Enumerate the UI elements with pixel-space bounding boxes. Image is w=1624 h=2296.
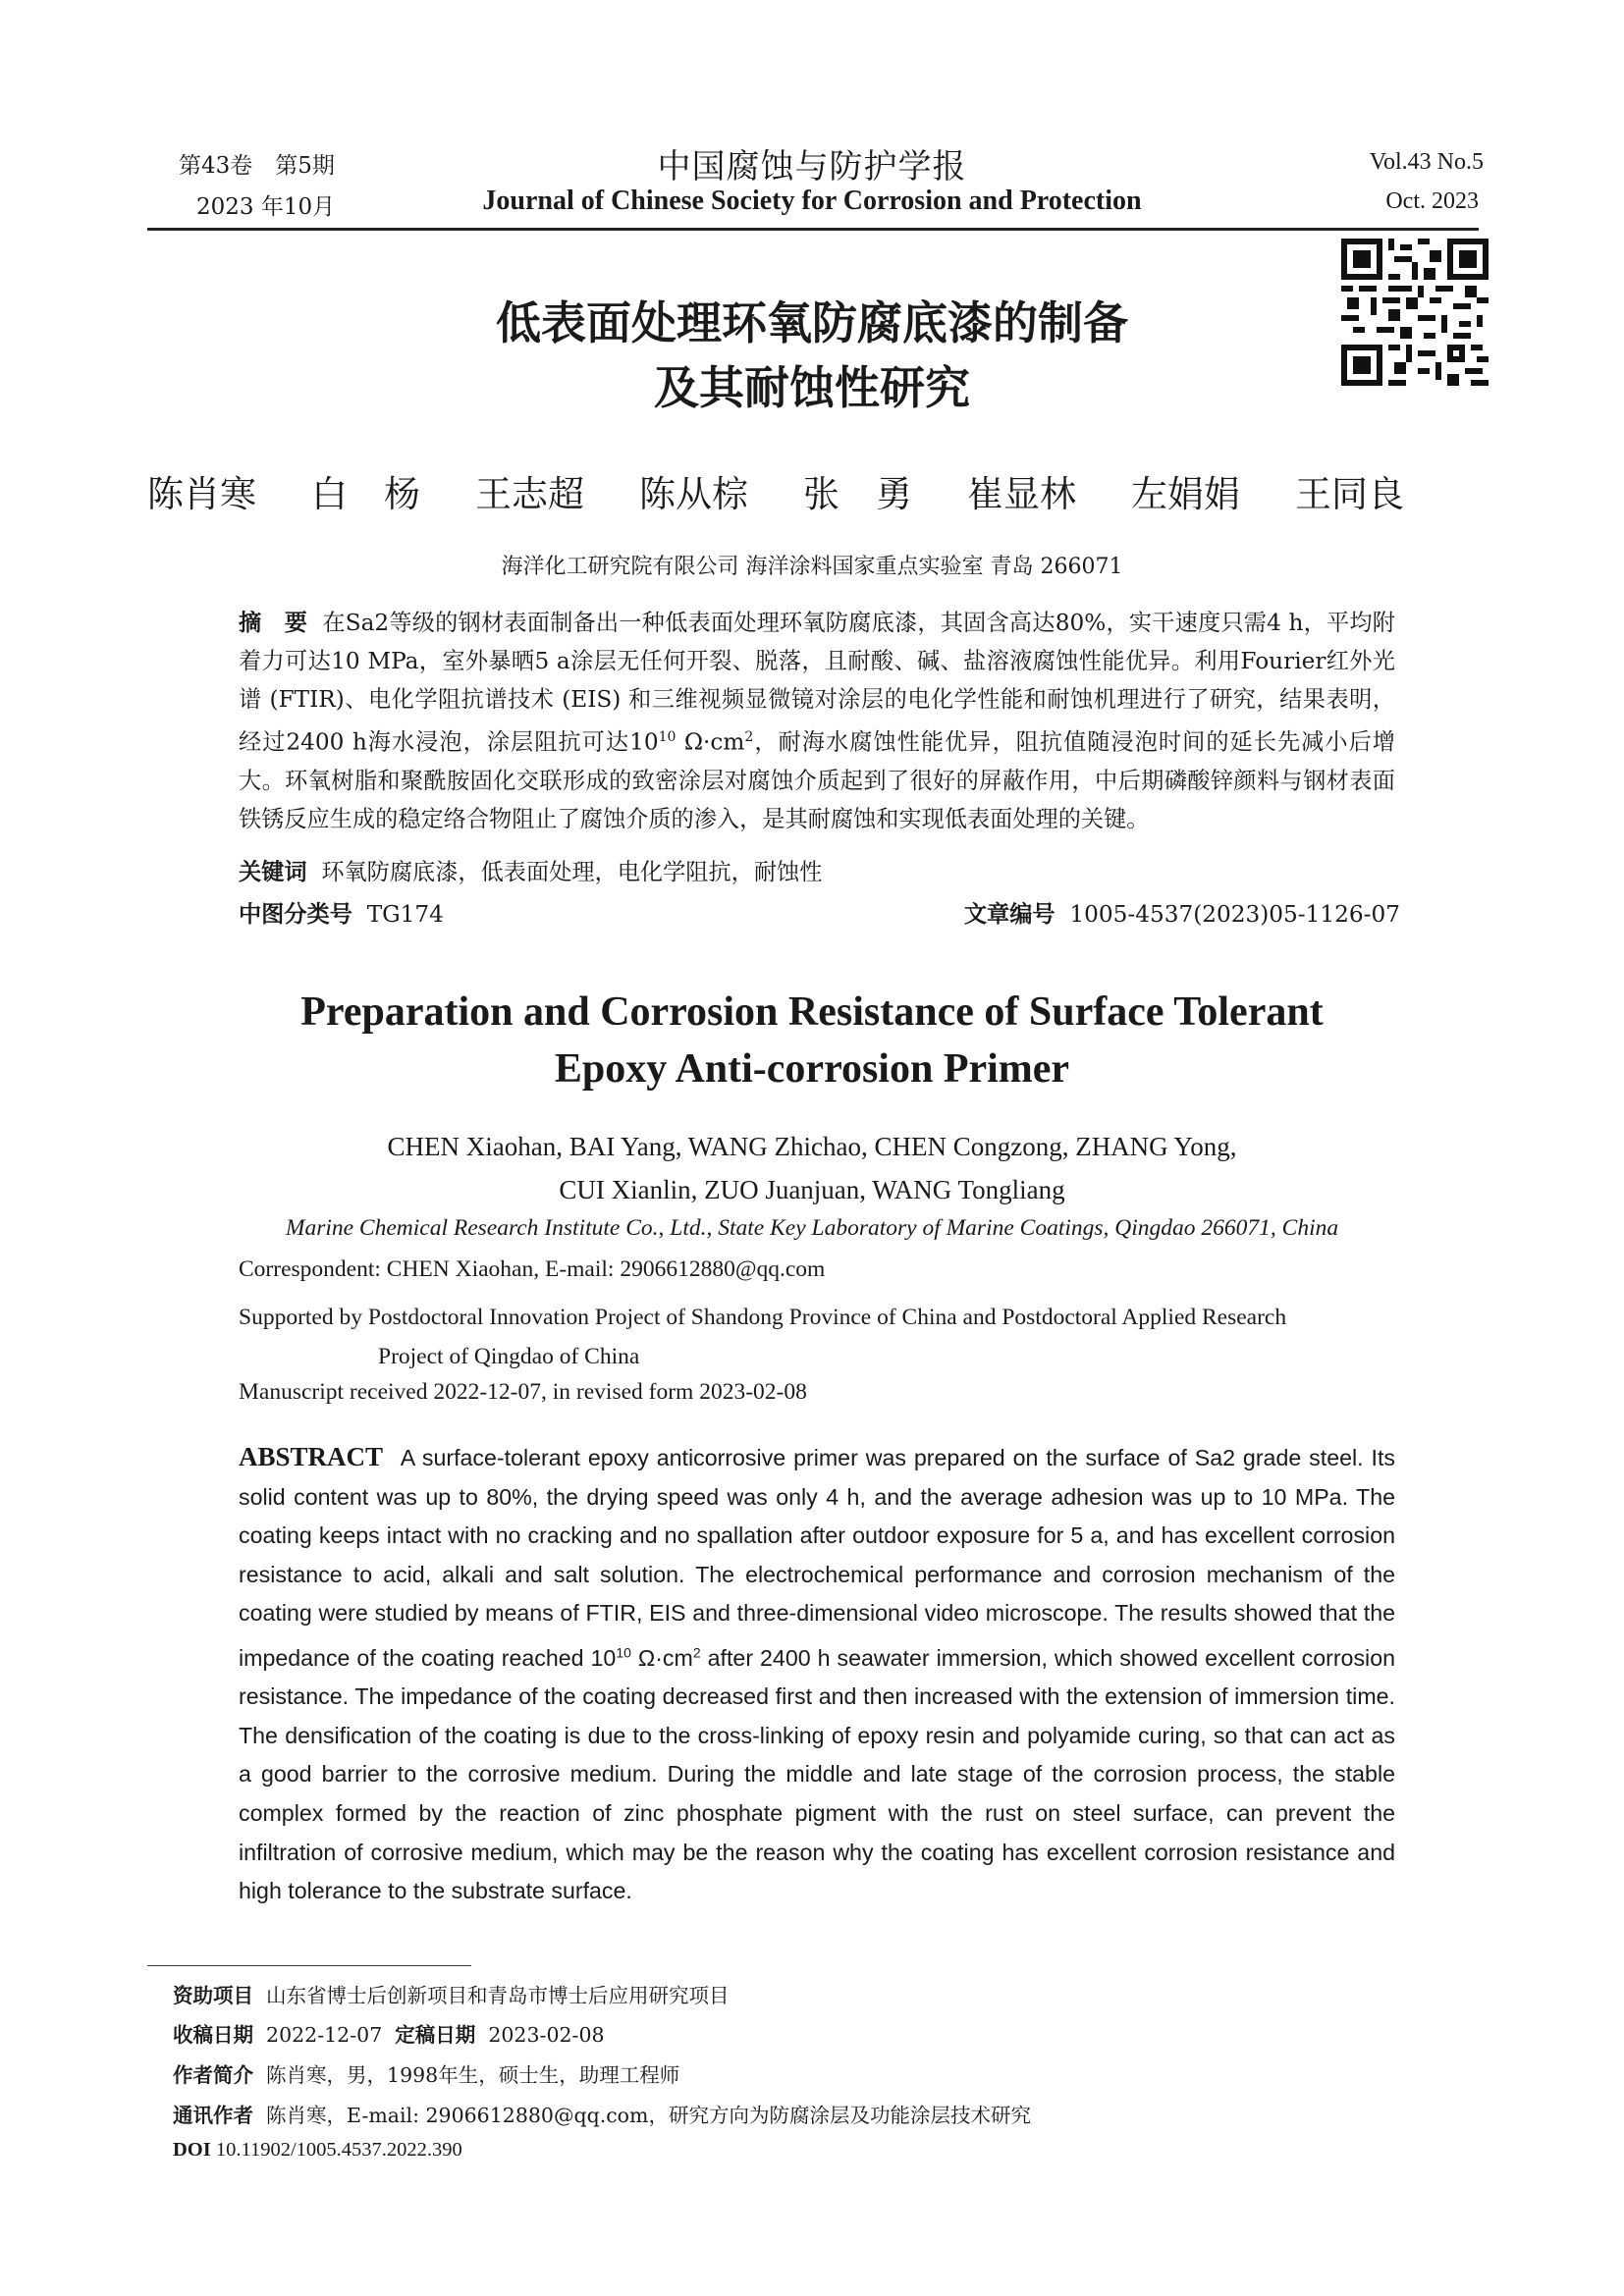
title-cn-line2: 及其耐蚀性研究: [654, 361, 970, 414]
author-cn: 陈肖寒: [147, 473, 256, 515]
support-en-line1: Supported by Postdoctoral Innovation Project of Shandong Province of China and Postdoctoral Applied Research: [239, 1305, 1287, 1330]
exponent: 2: [692, 1643, 701, 1660]
authors-en: [147, 1125, 1477, 1211]
exponent: 10: [658, 729, 677, 745]
footnote-rule: [147, 1965, 471, 1966]
author-cn: 左娟娟: [1131, 473, 1240, 515]
doi-label: DOI: [173, 2139, 211, 2161]
author-cn: 王同良: [1295, 473, 1404, 515]
abstract-en-text: A surface-tolerant epoxy anticorrosive primer was prepared on the surface of Sa2 grade steel. Its solid content was up to 80%, the drying speed was only 4 h, and the average adhesion was up to 10 MPa. The coating keeps intact with no cracking and no spallation after outdoor exposure for 5 a, and has excellent corrosion resistance to acid, alkali and salt solution. The electrochemical performance and corrosion mechanism of the coating were studied by means of FTIR, EIS and three-dimensional video microscope. The results showed that the impedance of the coating reached 10: [239, 1445, 1395, 1671]
support-en: [239, 1298, 1395, 1376]
footnote-funding: [173, 1979, 730, 2008]
clc-label: 中图分类号: [239, 901, 352, 928]
abstract-cn-text-end: ，耐海水腐蚀性能优异，阻抗值随浸泡时间的延长先减小后增大。环氧树脂和聚酰胺固化交联形成的致密涂层对腐蚀介质起到了很好的屏蔽作用，中后期磷酸锌颜料与钢材表面铁锈反应生成的稳定络合物阻止了腐蚀介质的渗入，是其耐腐蚀和实现低表面处理的关键。: [239, 728, 1395, 832]
title-cn: [295, 291, 1329, 420]
keywords-cn: [239, 853, 1395, 886]
footnote-label: 通讯作者: [173, 2104, 253, 2127]
abstract-cn: [239, 604, 1395, 838]
received-en: Manuscript received 2022-12-07, in revised form 2023-02-08: [239, 1379, 807, 1405]
issue-cn: 第43卷 第5期: [179, 153, 335, 179]
article-number-label: 文章编号: [963, 901, 1056, 928]
author-cn: 陈从棕: [639, 473, 748, 515]
footnote-label: 收稿日期: [173, 2023, 253, 2047]
exponent: 2: [744, 729, 754, 745]
footnote-correspondent: [173, 2099, 1031, 2128]
correspondent-en: Correspondent: CHEN Xiaohan, E-mail: 2906612880@qq.com: [239, 1256, 826, 1282]
footnote-doi: [173, 2139, 462, 2162]
footnote-text: 山东省博士后创新项目和青岛市博士后应用研究项目: [266, 1984, 730, 2007]
authors-cn: [147, 464, 1404, 517]
qr-code-icon: [1341, 239, 1489, 386]
footnote-label: 资助项目: [173, 1984, 253, 2007]
footnote-dates: [173, 2018, 605, 2048]
clc-number: [239, 895, 444, 929]
footnote-text: 2022-12-07: [266, 2023, 383, 2047]
journal-title-en: Journal of Chinese Society for Corrosion and Protection: [482, 186, 1142, 216]
date-cn: 2023 年10月: [196, 194, 336, 220]
footnote-bio: [173, 2058, 679, 2088]
unit-text: Ω·cm: [630, 1644, 693, 1671]
abstract-en: [239, 1438, 1395, 1911]
author-cn: 王志超: [475, 473, 584, 515]
authors-en-line1: CHEN Xiaohan, BAI Yang, WANG Zhichao, CHEN Congzong, ZHANG Yong,: [387, 1132, 1237, 1161]
article-number-value: 1005-4537(2023)05-1126-07: [1069, 901, 1400, 928]
author-cn: 张 勇: [803, 473, 912, 515]
footnote-text: 2023-02-08: [488, 2023, 605, 2047]
header-rule: [147, 228, 1479, 231]
keywords-cn-text: 环氧防腐底漆，低表面处理，电化学阻抗，耐蚀性: [321, 859, 823, 885]
support-en-line2: Project of Qingdao of China: [378, 1344, 640, 1369]
volume-en: Vol.43 No.5: [1369, 149, 1484, 175]
title-cn-line1: 低表面处理环氧防腐底漆的制备: [496, 296, 1128, 349]
doi-value[interactable]: 10.11902/1005.4537.2022.390: [215, 2139, 462, 2161]
authors-en-line2: CUI Xianlin, ZUO Juanjuan, WANG Tongliang: [559, 1175, 1065, 1204]
footnote-text: 陈肖寒，E-mail: 2906612880@qq.com，研究方向为防腐涂层及功能涂层技术研究: [266, 2104, 1031, 2127]
abstract-en-text-end: after 2400 h seawater immersion, which showed excellent corrosion resistance. The impedance of the coating decreased first and then increased with the extension of immersion time. The densification of the coating is due to the cross-linking of epoxy resin and polyamide curing, so that can act as a good barrier to the corrosive medium. During the middle and late stage of the corrosion process, the stable complex formed by the reaction of zinc phosphate pigment with the rust on steel surface, can prevent the infiltration of corrosive medium, which may be the reason why the coating has excellent corrosion resistance and high tolerance to the substrate surface.: [239, 1644, 1395, 1904]
unit-text: Ω·cm: [676, 728, 745, 756]
exponent: 10: [616, 1643, 631, 1660]
title-en-line1: Preparation and Corrosion Resistance of Surface Tolerant: [300, 989, 1324, 1035]
footnote-label: 作者简介: [173, 2063, 253, 2087]
author-cn: 崔显林: [967, 473, 1076, 515]
abstract-cn-text: 在Sa2等级的钢材表面制备出一种低表面处理环氧防腐底漆，其固含高达80%，实干速度只需4 h，平均附着力可达10 MPa，室外暴晒5 a涂层无任何开裂、脱落，且耐酸、碱、盐溶液腐蚀性能优异。利用Fourier红外光谱 (FTIR)、电化学阻抗谱技术 (EIS) 和三维视频显微镜对涂层的电化学性能和耐蚀机理进行了研究，结果表明，经过2400 h海水浸泡，涂层阻抗可达10: [239, 610, 1395, 756]
footnote-text: 陈肖寒，男，1998年生，硕士生，助理工程师: [266, 2063, 680, 2087]
title-en-line2: Epoxy Anti-corrosion Primer: [554, 1046, 1070, 1092]
title-en: [147, 984, 1477, 1097]
abstract-cn-label: 摘 要: [239, 610, 308, 636]
author-cn: 白 杨: [311, 473, 420, 515]
abstract-en-label: ABSTRACT: [239, 1442, 384, 1471]
keywords-cn-label: 关键词: [239, 859, 307, 885]
footnote-label: 定稿日期: [395, 2023, 476, 2047]
article-number: [964, 895, 1400, 929]
affiliation-cn: 海洋化工研究院有限公司 海洋涂料国家重点实验室 青岛 266071: [501, 555, 1123, 579]
journal-title-cn: 中国腐蚀与防护学报: [657, 147, 967, 187]
date-en: Oct. 2023: [1385, 188, 1479, 214]
affiliation-en: Marine Chemical Research Institute Co., Ltd., State Key Laboratory of Marine Coatings, Qingdao 266071, China: [285, 1215, 1339, 1241]
clc-value: TG174: [366, 901, 444, 928]
